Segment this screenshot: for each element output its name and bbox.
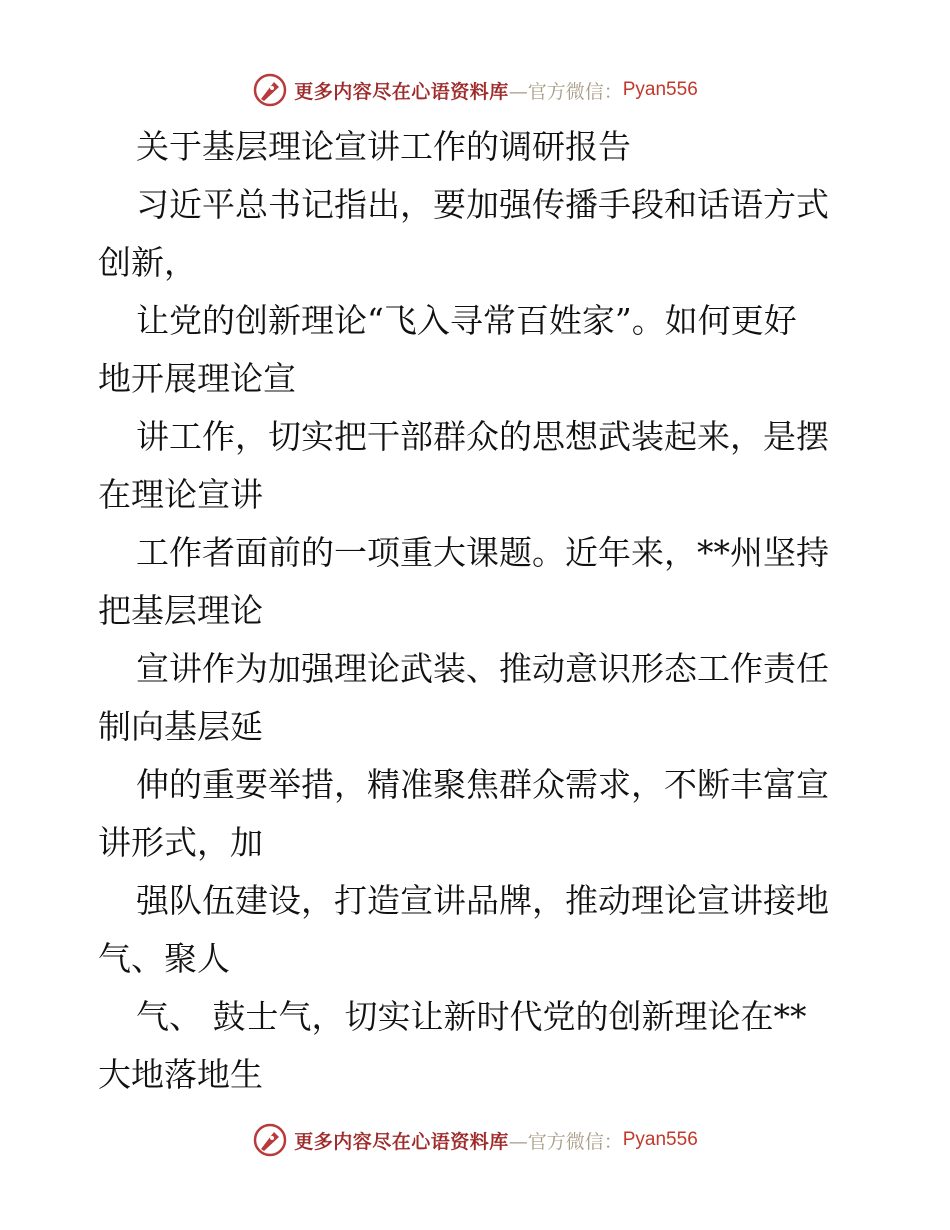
watermark-wechat-id: Pyan556 [622, 1129, 698, 1150]
paragraph-line: 把基层理论 [98, 591, 263, 630]
pen-nib-logo-icon [252, 72, 288, 108]
paragraph-line: 制向基层延 [98, 707, 263, 746]
paragraph-line: 让党的创新理论“飞入寻常百姓家”。如何更好 [136, 301, 797, 340]
watermark-sub: —官方微信： [508, 80, 623, 103]
watermark-sub: —官方微信： [508, 1130, 623, 1153]
paragraph-line: 气、 鼓士气，切实让新时代党的创新理论在** [136, 997, 807, 1036]
paragraph-line: 地开展理论宣 [98, 359, 296, 398]
footer-watermark [0, 1120, 950, 1160]
paragraph-line: 伸的重要举措，精准聚焦群众需求，不断丰富宣 [136, 765, 829, 804]
paragraph-line: 强队伍建设，打造宣讲品牌，推动理论宣讲接地 [136, 881, 829, 920]
paragraph-line: 创新， [98, 243, 197, 282]
paragraph-line: 大地落地生 [98, 1055, 263, 1094]
paragraph-line: 讲形式，加 [98, 823, 263, 862]
watermark-wechat-id: Pyan556 [622, 79, 698, 100]
document-title: 关于基层理论宣讲工作的调研报告 [136, 127, 631, 166]
paragraph-line: 工作者面前的一项重大课题。近年来，**州坚持 [136, 533, 829, 572]
paragraph-line: 习近平总书记指出，要加强传播手段和话语方式 [136, 185, 829, 224]
pen-nib-logo-icon [252, 1122, 288, 1158]
paragraph-line: 在理论宣讲 [98, 475, 263, 514]
paragraph-line: 宣讲作为加强理论武装、推动意识形态工作责任 [136, 649, 829, 688]
watermark-brand: 更多内容尽在心语资料库 [294, 1130, 509, 1153]
paragraph-line: 气、聚人 [98, 939, 230, 978]
paragraph-line: 讲工作，切实把干部群众的思想武装起来，是摆 [136, 417, 829, 456]
header-watermark [0, 70, 950, 110]
watermark-brand: 更多内容尽在心语资料库 [294, 80, 509, 103]
document-body [98, 118, 858, 1104]
